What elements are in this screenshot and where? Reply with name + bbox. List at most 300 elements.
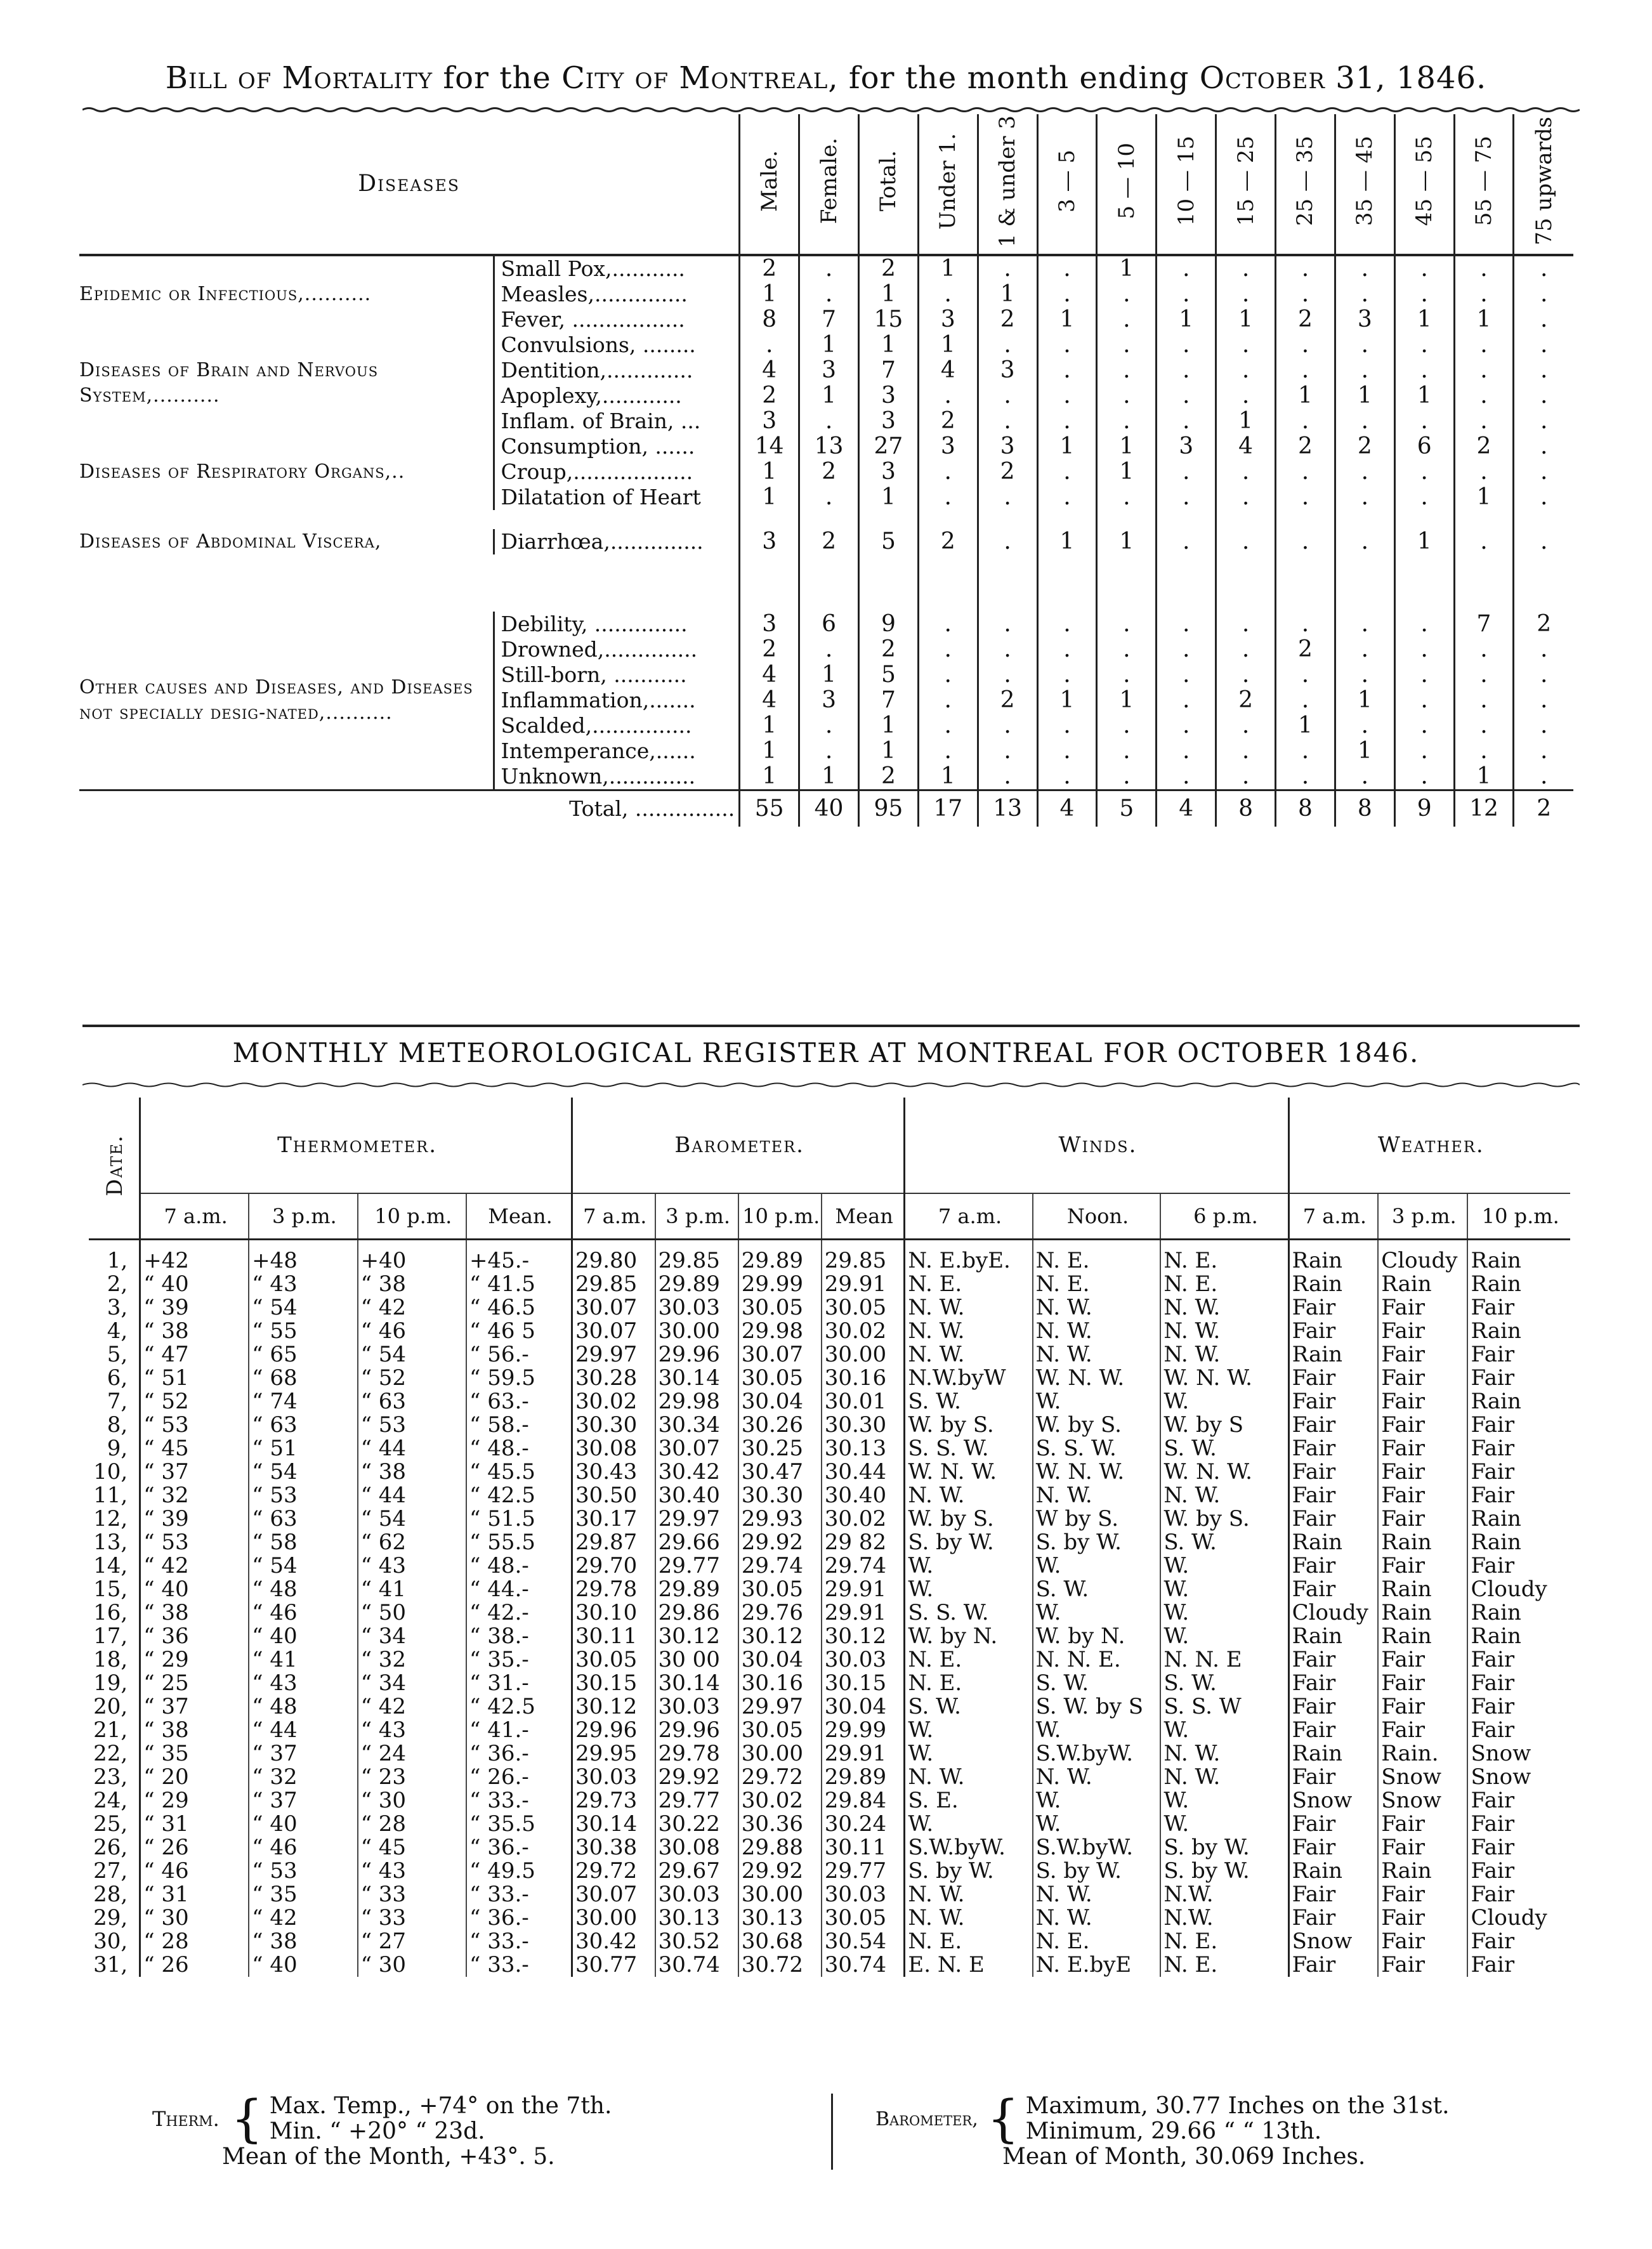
baro-3pm: 30.74 — [655, 1953, 738, 1977]
meteo-row — [89, 1578, 1570, 1601]
baro-3pm: 30.34 — [655, 1413, 738, 1437]
total-cell: 8 — [1276, 790, 1335, 827]
baro-label: Barometer, — [875, 2108, 978, 2130]
baro-3pm: 29.77 — [655, 1554, 738, 1578]
weather-7am: Rain — [1288, 1742, 1378, 1766]
baro-3pm: 29.66 — [655, 1531, 738, 1554]
total-cell: 12 — [1454, 790, 1514, 827]
temp-mean: “ 49.5 — [466, 1859, 572, 1883]
temp-10pm: “ 44 — [358, 1437, 466, 1460]
total-cell: 55 — [740, 790, 799, 827]
thermometer-header: Thermometer. — [140, 1098, 572, 1193]
count-cell: . — [1394, 282, 1454, 307]
count-cell: 9 — [858, 612, 918, 637]
baro-3pm: 30.00 — [655, 1320, 738, 1343]
count-cell: 1 — [858, 485, 918, 510]
disease-group-label: Diseases of Brain and Nervous System,.......... — [79, 359, 379, 407]
count-cell: 3 — [918, 307, 978, 332]
total-cell: 95 — [858, 790, 918, 827]
count-cell: . — [978, 764, 1037, 790]
temp-7am: “ 37 — [140, 1695, 249, 1719]
count-cell: . — [1394, 637, 1454, 662]
barometer-header: Barometer. — [572, 1098, 904, 1193]
count-cell: . — [799, 255, 859, 282]
disease-name: Consumption, ...... — [494, 434, 740, 459]
baro-10pm: 29.93 — [738, 1507, 822, 1531]
total-cell: 4 — [1037, 790, 1097, 827]
temp-3pm: “ 46 — [249, 1836, 357, 1859]
temp-mean: “ 44.- — [466, 1578, 572, 1601]
count-cell: . — [1514, 459, 1573, 485]
temp-3pm: “ 53 — [249, 1484, 357, 1507]
wind-7am: S. S. W. — [905, 1601, 1033, 1625]
weather-7am: Fair — [1288, 1390, 1378, 1413]
count-cell: 1 — [1216, 409, 1276, 434]
count-cell: . — [1097, 637, 1157, 662]
count-cell: 2 — [799, 459, 859, 485]
meteo-row — [89, 1296, 1570, 1320]
count-cell: 3 — [858, 383, 918, 409]
meteo-row — [89, 1719, 1570, 1742]
date-cell: 25, — [93, 1811, 128, 1837]
count-cell: . — [1394, 612, 1454, 637]
weather-3pm: Fair — [1378, 1672, 1467, 1695]
count-cell: . — [1216, 282, 1276, 307]
disease-name: Still-born, ........... — [494, 662, 740, 688]
count-cell: . — [1157, 409, 1216, 434]
wind-noon: N. E. — [1033, 1930, 1161, 1953]
wind-7am: S. W. — [905, 1695, 1033, 1719]
meteo-row — [89, 1813, 1570, 1836]
baro-7am: 30.02 — [572, 1390, 655, 1413]
temp-7am: “ 45 — [140, 1437, 249, 1460]
wind-7am: W. N. W. — [905, 1460, 1033, 1484]
baro-3pm: 30.13 — [655, 1906, 738, 1930]
mortality-header-row — [79, 114, 1573, 255]
temp-mean: “ 58.- — [466, 1413, 572, 1437]
baro-10pm: 30.30 — [738, 1484, 822, 1507]
baro-7am: 29.80 — [572, 1240, 655, 1273]
baro-3pm: 29.85 — [655, 1240, 738, 1273]
temp-10pm: “ 42 — [358, 1695, 466, 1719]
diseases-header: Diseases — [79, 114, 740, 255]
column-header: Total. — [858, 114, 918, 255]
baro-mean: 30.11 — [822, 1836, 905, 1859]
count-cell: . — [1454, 529, 1514, 554]
count-cell: 3 — [858, 459, 918, 485]
temp-7am: “ 31 — [140, 1883, 249, 1906]
baro-3pm: 30.22 — [655, 1813, 738, 1836]
meteo-row — [89, 1742, 1570, 1766]
baro-3pm: 30.03 — [655, 1296, 738, 1320]
count-cell: . — [978, 612, 1037, 637]
date-cell: 8, — [107, 1412, 128, 1438]
meteo-row — [89, 1507, 1570, 1531]
weather-7am: Fair — [1288, 1813, 1378, 1836]
baro-7am: 30.11 — [572, 1625, 655, 1648]
weather-10pm: Fair — [1467, 1343, 1570, 1367]
count-cell: 2 — [1276, 637, 1335, 662]
count-cell: . — [1394, 358, 1454, 383]
column-header: 10 — 15 — [1157, 114, 1216, 255]
baro-mean: 30.16 — [822, 1367, 905, 1390]
weather-3pm: Fair — [1378, 1813, 1467, 1836]
wind-6pm: N. E. — [1160, 1240, 1288, 1273]
count-cell: 2 — [858, 255, 918, 282]
sub-header: 7 a.m. — [905, 1193, 1033, 1240]
baro-10pm: 30.47 — [738, 1460, 822, 1484]
baro-10pm: 30.00 — [738, 1742, 822, 1766]
baro-3pm: 29.89 — [655, 1578, 738, 1601]
meteo-row — [89, 1672, 1570, 1695]
count-cell: 1 — [799, 662, 859, 688]
count-cell: 3 — [740, 529, 799, 554]
count-cell: . — [1454, 713, 1514, 738]
wind-7am: N. W. — [905, 1766, 1033, 1789]
count-cell: . — [1335, 255, 1394, 282]
baro-10pm: 30.00 — [738, 1883, 822, 1906]
count-cell: . — [1276, 764, 1335, 790]
baro-10pm: 29.99 — [738, 1273, 822, 1296]
count-cell: 1 — [1097, 255, 1157, 282]
baro-7am: 30.17 — [572, 1507, 655, 1531]
wind-7am: W. — [905, 1719, 1033, 1742]
count-cell: . — [1157, 255, 1216, 282]
baro-10pm: 30.05 — [738, 1578, 822, 1601]
temp-10pm: “ 50 — [358, 1601, 466, 1625]
weather-7am: Fair — [1288, 1320, 1378, 1343]
sub-header: 10 p.m. — [358, 1193, 466, 1240]
date-cell: 11, — [93, 1483, 128, 1508]
count-cell: . — [1335, 409, 1394, 434]
temp-3pm: “ 35 — [249, 1883, 357, 1906]
count-cell: . — [1514, 282, 1573, 307]
baro-10pm: 30.72 — [738, 1953, 822, 1977]
wind-7am: N. W. — [905, 1320, 1033, 1343]
meteo-row — [89, 1343, 1570, 1367]
disease-row — [79, 612, 1573, 637]
wind-6pm: W. — [1160, 1578, 1288, 1601]
weather-7am: Fair — [1288, 1578, 1378, 1601]
baro-7am: 30.38 — [572, 1836, 655, 1859]
temp-7am: “ 30 — [140, 1906, 249, 1930]
weather-10pm: Cloudy — [1467, 1906, 1570, 1930]
count-cell: . — [1276, 612, 1335, 637]
temp-7am: “ 26 — [140, 1953, 249, 1977]
weather-3pm: Rain — [1378, 1578, 1467, 1601]
sub-header: Mean. — [466, 1193, 572, 1240]
count-cell: 1 — [858, 332, 918, 358]
weather-3pm: Fair — [1378, 1695, 1467, 1719]
count-cell: 1 — [858, 713, 918, 738]
baro-7am: 30.42 — [572, 1930, 655, 1953]
wind-7am: N. E. — [905, 1273, 1033, 1296]
wind-7am: S. W. — [905, 1390, 1033, 1413]
wind-7am: W. — [905, 1554, 1033, 1578]
therm-label: Therm. — [152, 2107, 220, 2131]
count-cell: . — [799, 485, 859, 510]
wind-7am: S. by W. — [905, 1859, 1033, 1883]
disease-name: Diarrhœa,.............. — [494, 529, 740, 554]
weather-3pm: Fair — [1378, 1554, 1467, 1578]
count-cell: . — [918, 637, 978, 662]
weather-10pm: Rain — [1467, 1273, 1570, 1296]
weather-3pm: Fair — [1378, 1390, 1467, 1413]
temp-3pm: “ 43 — [249, 1672, 357, 1695]
wind-7am: N. E. — [905, 1648, 1033, 1672]
wind-6pm: N. W. — [1160, 1343, 1288, 1367]
column-header: Under 1. — [918, 114, 978, 255]
temp-7am: “ 40 — [140, 1578, 249, 1601]
weather-10pm: Snow — [1467, 1742, 1570, 1766]
count-cell: . — [1157, 688, 1216, 713]
temp-10pm: +40 — [358, 1240, 466, 1273]
column-header: Male. — [740, 114, 799, 255]
count-cell: 2 — [1454, 434, 1514, 459]
temp-7am: “ 42 — [140, 1554, 249, 1578]
count-cell: 2 — [1335, 434, 1394, 459]
column-header: 45 — 55 — [1394, 114, 1454, 255]
baro-3pm: 30.12 — [655, 1625, 738, 1648]
baro-7am: 30.77 — [572, 1953, 655, 1977]
meteo-body — [89, 1240, 1570, 1977]
temp-mean: “ 48.- — [466, 1554, 572, 1578]
weather-7am: Rain — [1288, 1273, 1378, 1296]
wind-noon: W. — [1033, 1554, 1161, 1578]
wind-7am: N. E.byE. — [905, 1240, 1033, 1273]
count-cell: . — [1514, 688, 1573, 713]
disease-name: Inflammation,....... — [494, 688, 740, 713]
count-cell: . — [1157, 764, 1216, 790]
baro-min: Minimum, 29.66 “ “ 13th. — [1025, 2118, 1322, 2144]
count-cell: 1 — [740, 764, 799, 790]
disease-name: Small Pox,........... — [494, 255, 740, 282]
count-cell: 7 — [799, 307, 859, 332]
temp-3pm: “ 63 — [249, 1413, 357, 1437]
baro-mean: 30.02 — [822, 1507, 905, 1531]
date-cell: 27, — [93, 1858, 128, 1884]
count-cell: 1 — [1216, 307, 1276, 332]
weather-10pm: Rain — [1467, 1601, 1570, 1625]
baro-7am: 30.50 — [572, 1484, 655, 1507]
date-cell: 28, — [93, 1882, 128, 1907]
weather-3pm: Fair — [1378, 1906, 1467, 1930]
count-cell: . — [1157, 637, 1216, 662]
baro-mean: 30.15 — [822, 1672, 905, 1695]
weather-3pm: Rain — [1378, 1859, 1467, 1883]
temp-10pm: “ 32 — [358, 1648, 466, 1672]
meteo-row — [89, 1390, 1570, 1413]
temp-3pm: “ 46 — [249, 1601, 357, 1625]
count-cell: . — [1514, 713, 1573, 738]
baro-3pm: 30.42 — [655, 1460, 738, 1484]
disease-row — [79, 255, 1573, 282]
temp-10pm: “ 34 — [358, 1672, 466, 1695]
weather-10pm: Rain — [1467, 1531, 1570, 1554]
weather-3pm: Cloudy — [1378, 1240, 1467, 1273]
wind-6pm: W. — [1160, 1625, 1288, 1648]
weather-3pm: Fair — [1378, 1648, 1467, 1672]
temp-3pm: “ 65 — [249, 1343, 357, 1367]
count-cell: . — [918, 383, 978, 409]
count-cell: 2 — [978, 307, 1037, 332]
temp-3pm: “ 48 — [249, 1578, 357, 1601]
count-cell: . — [1216, 662, 1276, 688]
count-cell: 13 — [799, 434, 859, 459]
count-cell: . — [1157, 713, 1216, 738]
weather-3pm: Fair — [1378, 1836, 1467, 1859]
count-cell: . — [799, 637, 859, 662]
total-cell: 40 — [799, 790, 859, 827]
baro-3pm: 29.96 — [655, 1719, 738, 1742]
date-cell: 4, — [107, 1318, 128, 1344]
baro-3pm: 29.67 — [655, 1859, 738, 1883]
count-cell: . — [1394, 459, 1454, 485]
meteo-group-header — [89, 1098, 1570, 1193]
meteo-title: MONTHLY METEOROLOGICAL REGISTER AT MONTREAL FOR OCTOBER 1846. — [232, 1037, 1420, 1068]
count-cell: 7 — [858, 358, 918, 383]
wind-7am: W. by S. — [905, 1507, 1033, 1531]
count-cell: . — [1394, 485, 1454, 510]
temp-7am: “ 35 — [140, 1742, 249, 1766]
wind-6pm: N. W. — [1160, 1766, 1288, 1789]
count-cell: 6 — [799, 612, 859, 637]
count-cell: . — [1335, 612, 1394, 637]
temp-7am: “ 46 — [140, 1859, 249, 1883]
baro-7am: 29.72 — [572, 1859, 655, 1883]
wind-7am: N. W. — [905, 1484, 1033, 1507]
temp-3pm: “ 37 — [249, 1789, 357, 1813]
baro-7am: 30.05 — [572, 1648, 655, 1672]
temp-10pm: “ 23 — [358, 1766, 466, 1789]
temp-mean: “ 42.- — [466, 1601, 572, 1625]
count-cell: . — [1097, 485, 1157, 510]
temp-mean: “ 42.5 — [466, 1484, 572, 1507]
wind-6pm: S. W. — [1160, 1672, 1288, 1695]
baro-3pm: 29.97 — [655, 1507, 738, 1531]
date-cell: 23, — [93, 1764, 128, 1790]
count-cell: . — [1514, 637, 1573, 662]
baro-3pm: 29.86 — [655, 1601, 738, 1625]
baro-mean: 30.30 — [822, 1413, 905, 1437]
temp-7am: “ 25 — [140, 1672, 249, 1695]
meteo-row — [89, 1413, 1570, 1437]
count-cell: . — [1216, 255, 1276, 282]
wind-noon: S. S. W. — [1033, 1437, 1161, 1460]
wind-noon: W. — [1033, 1719, 1161, 1742]
wind-noon: W by S. — [1033, 1507, 1161, 1531]
count-cell: . — [1276, 255, 1335, 282]
weather-10pm: Rain — [1467, 1240, 1570, 1273]
date-cell: 21, — [93, 1717, 128, 1743]
weather-3pm: Fair — [1378, 1437, 1467, 1460]
count-cell: . — [1037, 459, 1097, 485]
weather-7am: Rain — [1288, 1343, 1378, 1367]
count-cell: . — [1514, 738, 1573, 764]
count-cell: 2 — [858, 637, 918, 662]
temp-10pm: “ 30 — [358, 1953, 466, 1977]
count-cell: 2 — [1276, 307, 1335, 332]
count-cell: . — [1216, 764, 1276, 790]
wind-noon: N. W. — [1033, 1343, 1161, 1367]
baro-10pm: 30.68 — [738, 1930, 822, 1953]
weather-10pm: Fair — [1467, 1953, 1570, 1977]
baro-7am: 30.07 — [572, 1296, 655, 1320]
temp-7am: “ 52 — [140, 1390, 249, 1413]
column-header: 5 — 10 — [1097, 114, 1157, 255]
temp-mean: “ 55.5 — [466, 1531, 572, 1554]
date-cell: 13, — [93, 1530, 128, 1555]
wavy-rule — [82, 1082, 1580, 1088]
count-cell: 1 — [1157, 307, 1216, 332]
column-header: 15 — 25 — [1216, 114, 1276, 255]
disease-row — [79, 529, 1573, 554]
count-cell: 1 — [1097, 529, 1157, 554]
spacer-row — [79, 510, 1573, 529]
count-cell: 14 — [740, 434, 799, 459]
date-cell: 2, — [107, 1271, 128, 1297]
count-cell: . — [1276, 688, 1335, 713]
wind-7am: W. — [905, 1742, 1033, 1766]
baro-3pm: 29.89 — [655, 1273, 738, 1296]
wind-noon: S. by W. — [1033, 1859, 1161, 1883]
count-cell: . — [799, 282, 859, 307]
wind-7am: S.W.byW. — [905, 1836, 1033, 1859]
count-cell: . — [1037, 255, 1097, 282]
wind-6pm: W. N. W. — [1160, 1460, 1288, 1484]
count-cell: . — [1157, 612, 1216, 637]
count-cell: 1 — [1097, 688, 1157, 713]
date-cell: 12, — [93, 1506, 128, 1531]
temp-7am: “ 47 — [140, 1343, 249, 1367]
count-cell: . — [1097, 358, 1157, 383]
total-label: Total, ............... — [494, 790, 740, 827]
weather-3pm: Fair — [1378, 1484, 1467, 1507]
temp-3pm: +48 — [249, 1240, 357, 1273]
disease-name: Apoplexy,............ — [494, 383, 740, 409]
count-cell: 3 — [799, 358, 859, 383]
temp-3pm: “ 38 — [249, 1930, 357, 1953]
weather-10pm: Cloudy — [1467, 1578, 1570, 1601]
wavy-rule — [82, 107, 1580, 113]
disease-name: Drowned,.............. — [494, 637, 740, 662]
count-cell: . — [1514, 358, 1573, 383]
baro-7am: 30.07 — [572, 1883, 655, 1906]
count-cell: . — [1157, 662, 1216, 688]
count-cell: 1 — [799, 764, 859, 790]
wind-7am: W. by S. — [905, 1413, 1033, 1437]
weather-10pm: Fair — [1467, 1413, 1570, 1437]
count-cell: . — [1394, 409, 1454, 434]
count-cell: . — [799, 409, 859, 434]
count-cell: 2 — [918, 529, 978, 554]
wind-6pm: W. — [1160, 1554, 1288, 1578]
mortality-body — [79, 255, 1573, 790]
temp-3pm: “ 40 — [249, 1625, 357, 1648]
meteo-row — [89, 1240, 1570, 1273]
count-cell: . — [740, 332, 799, 358]
disease-row — [79, 332, 1573, 358]
temp-7am: “ 39 — [140, 1507, 249, 1531]
count-cell: 2 — [1216, 688, 1276, 713]
baro-10pm: 30.04 — [738, 1390, 822, 1413]
wind-6pm: W. — [1160, 1789, 1288, 1813]
count-cell: 2 — [740, 383, 799, 409]
baro-7am: 29.96 — [572, 1719, 655, 1742]
count-cell: . — [1454, 459, 1514, 485]
count-cell: . — [1037, 282, 1097, 307]
temp-3pm: “ 63 — [249, 1507, 357, 1531]
